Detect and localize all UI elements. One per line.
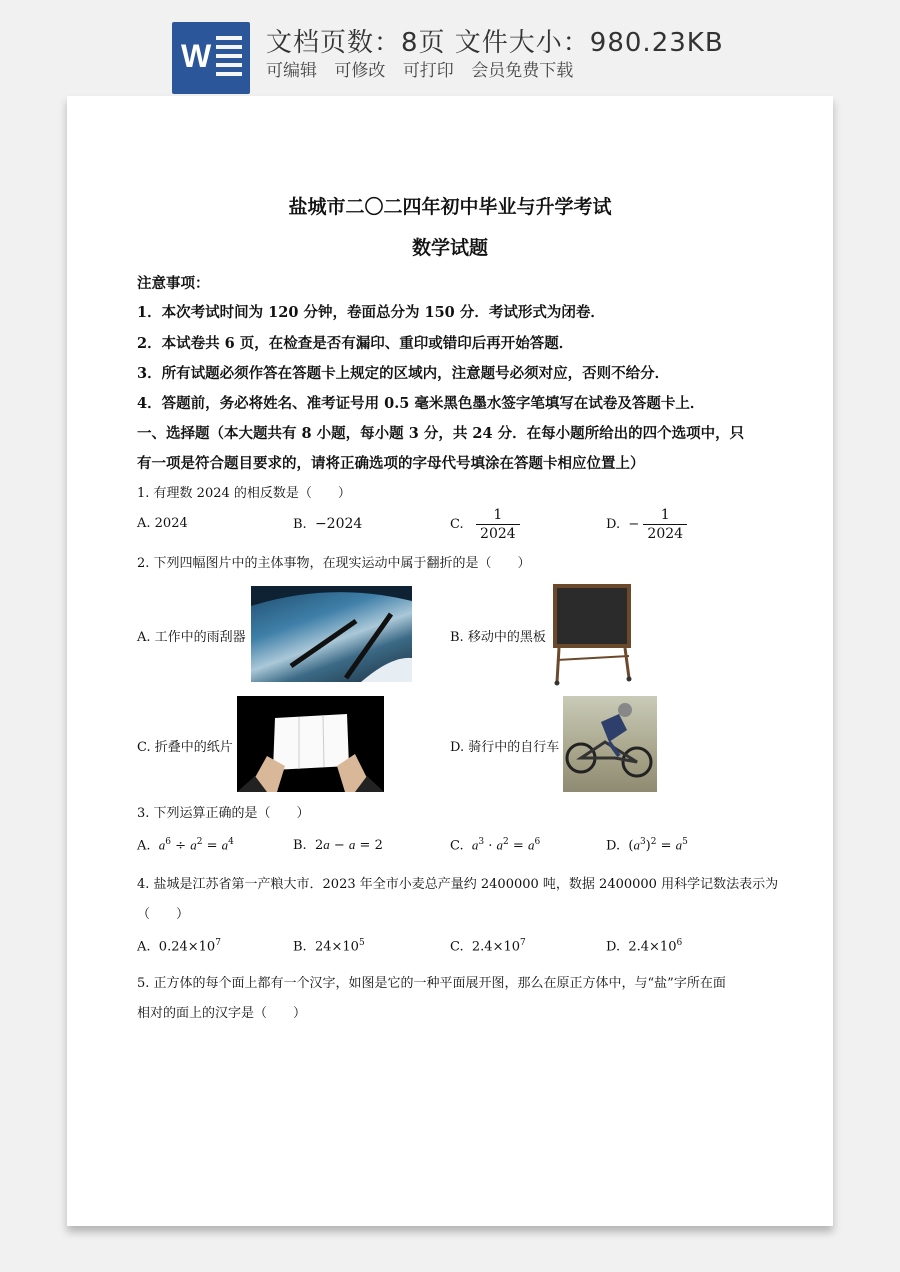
exam-subject: 数学试题 bbox=[411, 237, 488, 259]
notice-4: 4．答题前，务必将姓名、准考证号用 0.5 毫米黑色墨水签字笔填写在试卷及答题卡上． bbox=[137, 395, 705, 412]
q1-option-c: C. $\frac{1}{2024}$ bbox=[450, 506, 520, 543]
q4-option-a: A. $0.24\times 10^7$ bbox=[137, 938, 221, 955]
q1-option-b: B. −2024 bbox=[293, 516, 363, 532]
word-logo-letter: W bbox=[181, 38, 212, 74]
feature-free-download: 会员免费下载 bbox=[471, 61, 574, 81]
feature-list bbox=[266, 56, 585, 81]
document-page bbox=[67, 96, 833, 1226]
q3-option-d: D. $(a^3)^2 = a^5$ bbox=[606, 837, 688, 854]
q3-stem: 3. 下列运算正确的是（ ） bbox=[137, 806, 310, 821]
q3-option-b: B. 2a − a = 2 bbox=[293, 837, 383, 853]
q5-stem-line2: 相对的面上的汉字是（ ） bbox=[137, 1006, 307, 1021]
q2-stem: 2. 下列四幅图片中的主体事物，在现实运动中属于翻折的是（ ） bbox=[137, 556, 531, 571]
q3-option-c: C. $a^3 \cdot a^2 = a^6$ bbox=[450, 837, 541, 854]
q1-option-a: A. 2024 bbox=[137, 516, 188, 531]
feature-editable: 可编辑 bbox=[266, 61, 317, 81]
download-header bbox=[0, 0, 900, 96]
section-heading-line2: 有一项是符合题目要求的，请将正确选项的字母代号填涂在答题卡相应位置上） bbox=[137, 455, 645, 472]
q4-option-c: C. $2.4\times 10^7$ bbox=[450, 938, 526, 955]
file-info-title: 文档页数：8页 文件大小：980.23KB bbox=[266, 28, 724, 58]
q4-option-d: D. $2.4\times 10^6$ bbox=[606, 938, 683, 955]
q1-stem: 1. 有理数 2024 的相反数是（ ） bbox=[137, 486, 351, 501]
exam-title: 盐城市二〇二四年初中毕业与升学考试 bbox=[288, 196, 612, 218]
feature-modifiable: 可修改 bbox=[334, 61, 386, 81]
notice-heading: 注意事项： bbox=[137, 275, 210, 292]
q2-option-a: A. 工作中的雨刮器 bbox=[137, 630, 246, 645]
section-heading-line1: 一、选择题（本大题共有 8 小题，每小题 3 分，共 24 分．在每小题所给出的四个选项中，只 bbox=[137, 425, 745, 442]
notice-2: 2．本试卷共 6 页，在检查是否有漏印、重印或错印后再开始答题． bbox=[137, 335, 574, 352]
word-doc-icon bbox=[172, 22, 250, 94]
feature-printable: 可打印 bbox=[402, 61, 454, 81]
q4-option-b: B. $24\times 10^5$ bbox=[293, 938, 365, 955]
folding-paper-image bbox=[237, 696, 384, 792]
q3-option-a: A. $a^6 \div a^2 = a^4$ bbox=[137, 837, 234, 854]
notice-1: 1．本次考试时间为 120 分钟，卷面总分为 150 分．考试形式为闭卷． bbox=[137, 304, 605, 321]
blackboard-image bbox=[549, 582, 635, 686]
q2-option-c: C. 折叠中的纸片 bbox=[137, 740, 233, 755]
notice-3: 3．所有试题必须作答在答题卡上规定的区域内，注意题号必须对应，否则不给分． bbox=[137, 365, 670, 382]
q4-stem-line2: （ ） bbox=[137, 907, 190, 922]
q4-stem-line1: 4. 盐城是江苏省第一产粮大市．2023 年全市小麦总产量约 2400000 吨，数据 2400000 用科学记数法表示为 bbox=[137, 877, 779, 892]
q2-option-d: D. 骑行中的自行车 bbox=[450, 740, 560, 755]
bicycle-image bbox=[563, 696, 657, 792]
q2-option-b: B. 移动中的黑板 bbox=[450, 630, 546, 645]
q1-option-d: D. − $\frac{1}{2024}$ bbox=[606, 506, 687, 543]
wiper-image bbox=[251, 586, 412, 682]
q5-stem-line1: 5. 正方体的每个面上都有一个汉字，如图是它的一种平面展开图，那么在原正方体中，与“盐”字所在面 bbox=[137, 976, 726, 991]
